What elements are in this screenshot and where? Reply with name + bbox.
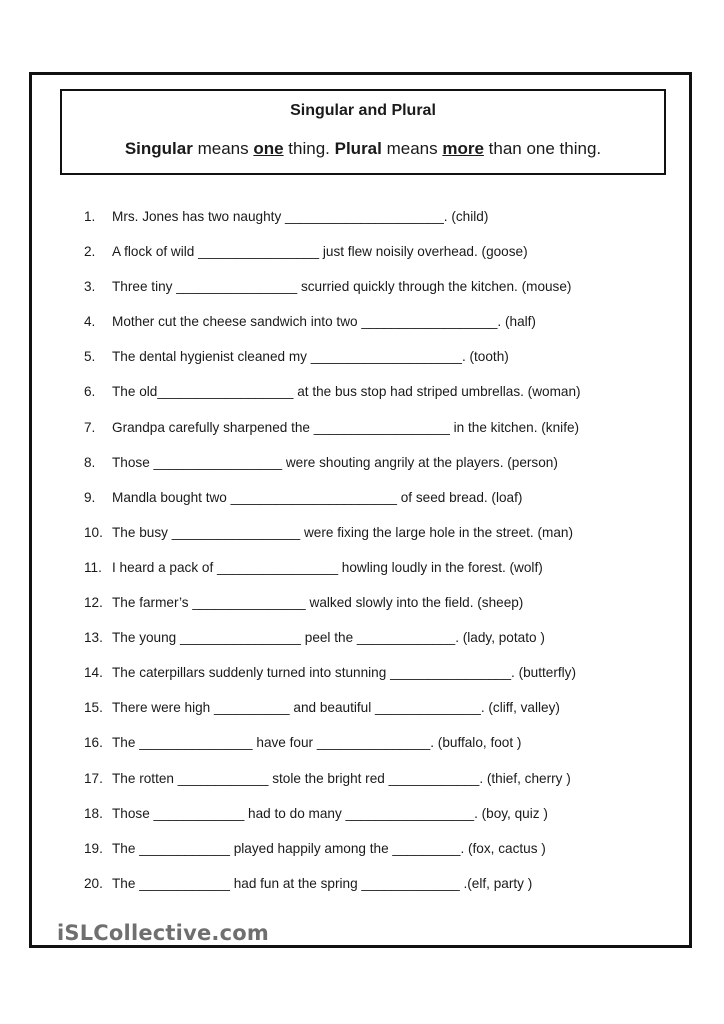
question-text: The young ________________ peel the _____________. (lady, potato ) — [112, 630, 545, 646]
question-number: 13. — [84, 630, 103, 646]
question-number: 14. — [84, 665, 103, 681]
question-item — [84, 243, 684, 278]
question-number: 9. — [84, 489, 96, 505]
question-item — [84, 454, 684, 489]
question-text: Mother cut the cheese sandwich into two __________________. (half) — [112, 314, 536, 330]
question-number: 7. — [84, 419, 96, 435]
question-text: The ____________ played happily among the _________. (fox, cactus ) — [112, 840, 546, 856]
question-text: The caterpillars suddenly turned into stunning ________________. (butterfly) — [112, 665, 577, 681]
question-text: Mandla bought two ______________________ of seed bread. (loaf) — [112, 489, 523, 505]
question-item — [84, 734, 684, 769]
question-item — [84, 770, 684, 805]
question-text: Grandpa carefully sharpened the __________________ in the kitchen. (knife) — [112, 419, 580, 435]
question-item — [84, 489, 684, 524]
definition-plural-word: Plural — [334, 139, 382, 158]
question-text: The farmer’s _______________ walked slowly into the field. (sheep) — [112, 595, 524, 611]
question-text: The rotten ____________ stole the bright red ____________. (thief, cherry ) — [112, 770, 571, 786]
question-number: 2. — [84, 244, 96, 260]
definition-singular-word: Singular — [124, 139, 193, 158]
question-item — [84, 699, 684, 734]
question-number: 20. — [84, 875, 103, 891]
question-item — [84, 875, 684, 910]
worksheet-title: Singular and Plural — [290, 102, 436, 119]
question-text: Those ____________ had to do many _________________. (boy, quiz ) — [112, 805, 548, 821]
definition-more-word: more — [442, 139, 484, 158]
question-item — [84, 840, 684, 875]
question-number: 17. — [84, 770, 103, 786]
question-text: The dental hygienist cleaned my ____________________. (tooth) — [112, 349, 509, 365]
question-number: 8. — [84, 454, 96, 470]
question-number: 16. — [84, 735, 103, 751]
question-item — [84, 208, 684, 243]
question-text: Those _________________ were shouting angrily at the players. (person) — [112, 454, 558, 470]
question-text: Three tiny ________________ scurried quickly through the kitchen. (mouse) — [112, 279, 572, 295]
question-text: Mrs. Jones has two naughty _____________________. (child) — [112, 209, 489, 224]
question-number: 10. — [84, 524, 103, 540]
definition-line — [62, 138, 664, 160]
question-item — [84, 348, 684, 383]
question-item — [84, 559, 684, 594]
question-number: 4. — [84, 314, 96, 330]
question-number: 5. — [84, 349, 96, 365]
header-box — [60, 89, 666, 175]
question-number: 6. — [84, 384, 96, 400]
question-number: 1. — [84, 209, 96, 224]
definition-means-2: means — [381, 139, 443, 158]
question-item — [84, 594, 684, 629]
question-item — [84, 664, 684, 699]
question-item — [84, 805, 684, 840]
question-text: The ____________ had fun at the spring _____________ .(elf, party ) — [112, 875, 533, 891]
question-text: The busy _________________ were fixing the large hole in the street. (man) — [112, 524, 573, 540]
definition-one-word: one — [253, 139, 284, 158]
question-text: I heard a pack of ________________ howling loudly in the forest. (wolf) — [112, 559, 543, 575]
question-item — [84, 313, 684, 348]
definition-means-1: means — [192, 139, 254, 158]
question-number: 18. — [84, 805, 103, 821]
question-number: 15. — [84, 700, 103, 716]
question-number: 12. — [84, 595, 103, 611]
question-text: The _______________ have four _______________. (buffalo, foot ) — [112, 735, 522, 751]
question-text: There were high __________ and beautiful ______________. (cliff, valley) — [112, 700, 560, 716]
islcollective-logo: iSLCollective.com — [57, 921, 269, 945]
question-item — [84, 419, 684, 454]
question-number: 11. — [84, 559, 102, 575]
definition-thing: thing. — [283, 139, 335, 158]
question-item — [84, 629, 684, 664]
question-number: 3. — [84, 279, 96, 295]
question-number: 19. — [84, 840, 103, 856]
question-item — [84, 383, 684, 418]
question-text: A flock of wild ________________ just flew noisily overhead. (goose) — [112, 244, 528, 260]
question-list — [84, 208, 684, 910]
question-text: The old__________________ at the bus stop had striped umbrellas. (woman) — [112, 384, 581, 400]
question-item — [84, 278, 684, 313]
question-item — [84, 524, 684, 559]
definition-rest: than one thing. — [483, 139, 602, 158]
